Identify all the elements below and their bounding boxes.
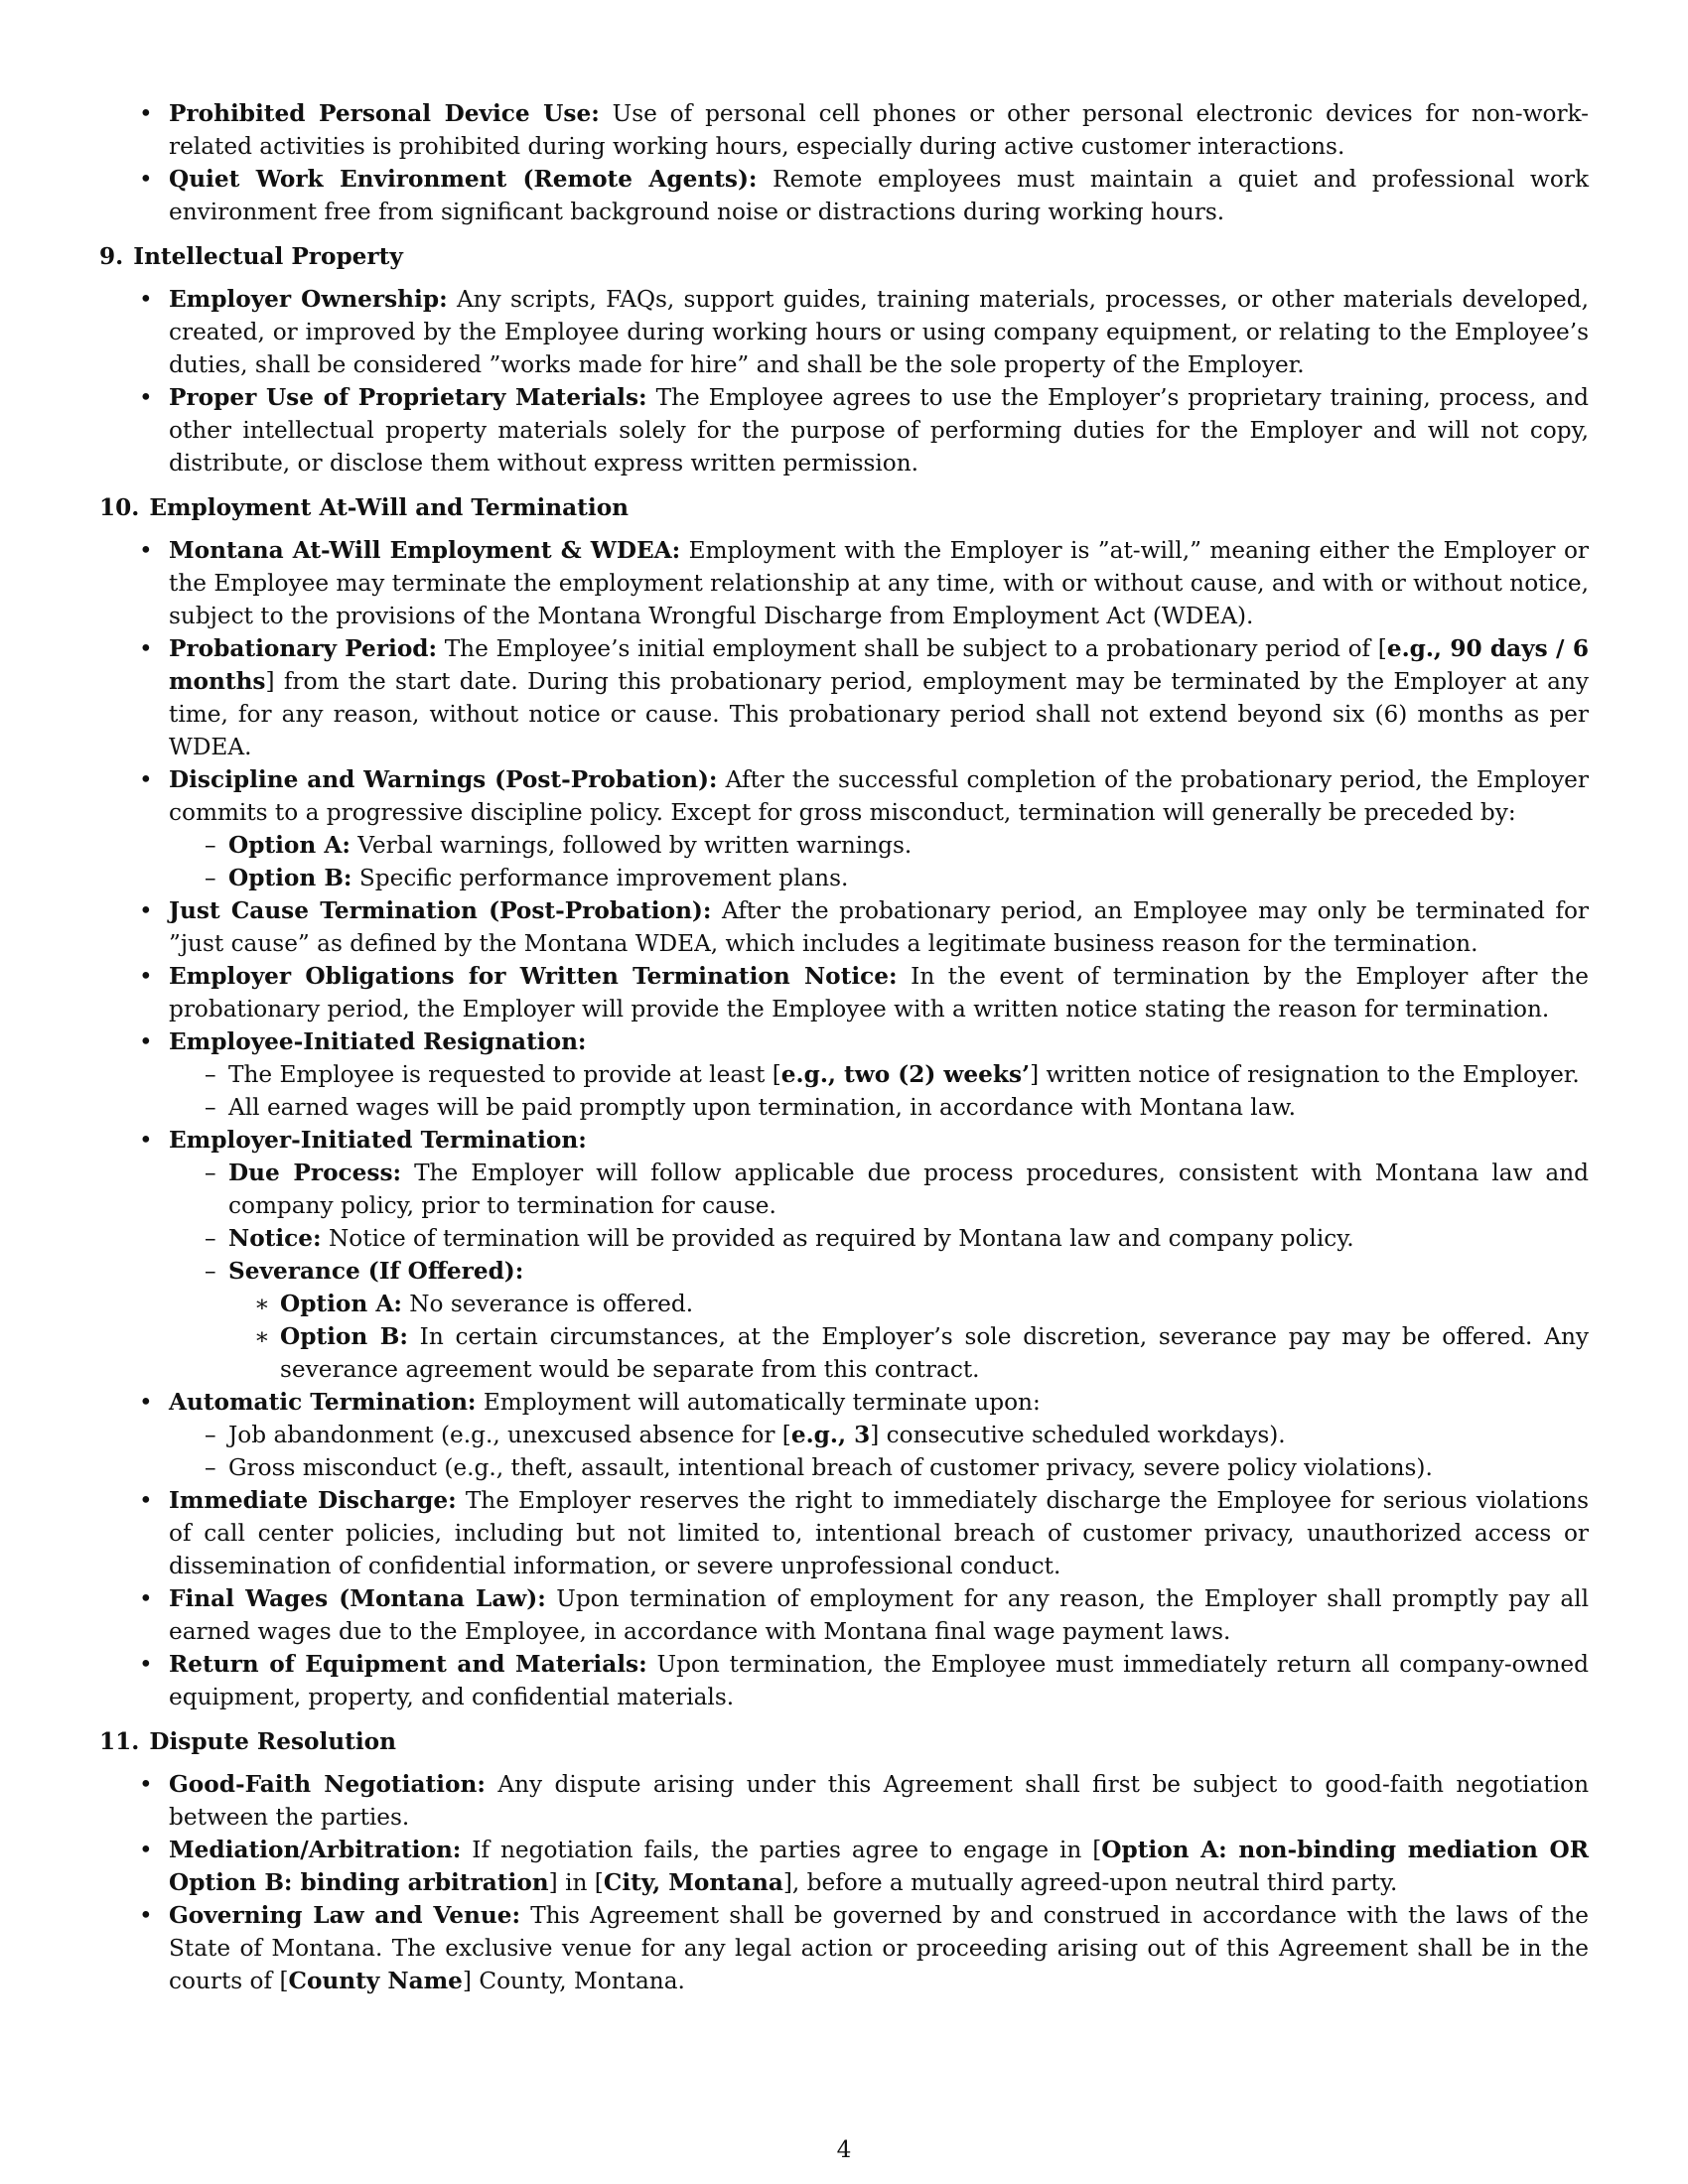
sub-list <box>169 1419 1589 1484</box>
sub-list-item: – Gross misconduct (e.g., theft, assault, intentional breach of customer privacy, severe policy violations). <box>169 1451 1589 1484</box>
list-item: • Discipline and Warnings (Post-Probation): After the successful completion of the probationary period, the Employer commits to a progressive discipline policy. Except for gross misconduct, termination will generally be preceded by: – Option A: Verbal warnings, followed by written warnings. – Option B: Specific performance improvement plans. <box>99 763 1589 894</box>
placeholder: e.g., two (2) weeks’ <box>780 1061 1031 1088</box>
list-item: • Probationary Period: The Employee’s initial employment shall be subject to a probationary period of [e.g., 90 days / 6 months] from the start date. During this probationary period, employment may be terminated by the Employer at any time, for any reason, without notice or cause. This probationary period shall not extend beyond six (6) months as per WDEA. <box>99 632 1589 763</box>
sub-list-item: – Option B: Specific performance improvement plans. <box>169 862 1589 894</box>
list-item: • Montana At-Will Employment & WDEA: Employment with the Employer is ”at-will,” meaning either the Employer or the Employee may terminate the employment relationship at any time, with or without cause, and with or without notice, subject to the provisions of the Montana Wrongful Discharge from Employment Act (WDEA). <box>99 534 1589 632</box>
sub-sub-list <box>228 1288 1589 1386</box>
sub-list-item: – Option A: Verbal warnings, followed by written warnings. <box>169 829 1589 862</box>
section-10-list <box>99 534 1589 1713</box>
list-item: • Mediation/Arbitration: If negotiation fails, the parties agree to engage in [Option A: non-binding mediation OR Option B: binding arbitration] in [City, Montana], before a mutually agreed-upon neutral third party. <box>99 1834 1589 1899</box>
sub-list <box>169 1058 1589 1124</box>
list-item: • Good-Faith Negotiation: Any dispute arising under this Agreement shall first be subject to good-faith negotiation between the parties. <box>99 1768 1589 1834</box>
sub-list-item: – Due Process: The Employer will follow applicable due process procedures, consistent with Montana law and company policy, prior to termination for cause. <box>169 1157 1589 1222</box>
list-item: • Employer Obligations for Written Termination Notice: In the event of termination by the Employer after the probationary period, the Employer will provide the Employee with a written notice stating the reason for termination. <box>99 960 1589 1025</box>
sub-list-item: – Severance (If Offered): ∗ Option A: No severance is offered. ∗ Option B: In certain circumstances, at the Employer’s sole discretion, severance pay may be offered. Any severance agreement would be separate from this contract. <box>169 1255 1589 1386</box>
list-item: • Employer-Initiated Termination: – Due Process: The Employer will follow applicable due process procedures, consistent with Montana law and company policy, prior to termination for cause. – Notice: Notice of termination will be provided as required by Montana law and company policy. – Severance (If Offered): ∗ Option A: No severance is offered. ∗ Option B: In certain circumstances, at the Employer’s sole discretion, severance pay may be offered. Any severance agreement would be separate from this contract. <box>99 1124 1589 1386</box>
list-item: • Prohibited Personal Device Use: Use of personal cell phones or other personal electronic devices for non-work-related activities is prohibited during working hours, especially during active customer interactions. <box>99 97 1589 163</box>
placeholder: Option A: non-binding mediation OR Option B: binding arbitration <box>169 1837 1589 1896</box>
sub-list <box>169 829 1589 894</box>
list-item: • Immediate Discharge: The Employer reserves the right to immediately discharge the Employee for serious violations of call center policies, including but not limited to, intentional breach of customer privacy, unauthorized access or dissemination of confidential information, or severe unprofessional conduct. <box>99 1484 1589 1582</box>
list-item: • Employer Ownership: Any scripts, FAQs, support guides, training materials, processes, or other materials developed, created, or improved by the Employee during working hours or using company equipment, or relating to the Employee’s duties, shall be considered ”works made for hire” and shall be the sole property of the Employer. <box>99 283 1589 381</box>
section-11-list <box>99 1768 1589 1997</box>
placeholder: e.g., 90 days / 6 months <box>169 635 1589 695</box>
list-item: • Just Cause Termination (Post-Probation): After the probationary period, an Employee may only be terminated for ”just cause” as defined by the Montana WDEA, which includes a legitimate business reason for the termination. <box>99 894 1589 960</box>
sub-sub-list-item: ∗ Option B: In certain circumstances, at the Employer’s sole discretion, severance pay may be offered. Any severance agreement would be separate from this contract. <box>228 1320 1589 1386</box>
sub-list-item: – The Employee is requested to provide at least [e.g., two (2) weeks’] written notice of resignation to the Employer. <box>169 1058 1589 1091</box>
placeholder: City, Montana <box>603 1869 783 1896</box>
document-page <box>99 97 1589 1997</box>
section-9-list <box>99 283 1589 479</box>
placeholder: County Name <box>288 1968 463 1994</box>
section-heading-11: 11. Dispute Resolution <box>99 1728 396 1755</box>
section-heading-10: 10. Employment At-Will and Termination <box>99 494 630 521</box>
conduct-list <box>99 97 1589 228</box>
section-heading-9: 9. Intellectual Property <box>99 243 403 270</box>
list-item: • Quiet Work Environment (Remote Agents): Remote employees must maintain a quiet and professional work environment free from significant background noise or distractions during working hours. <box>99 163 1589 228</box>
sub-list-item: – All earned wages will be paid promptly upon termination, in accordance with Montana law. <box>169 1091 1589 1124</box>
list-item: • Governing Law and Venue: This Agreement shall be governed by and construed in accordance with the laws of the State of Montana. The exclusive venue for any legal action or proceeding arising out of this Agreement shall be in the courts of [County Name] County, Montana. <box>99 1899 1589 1997</box>
list-item: • Proper Use of Proprietary Materials: The Employee agrees to use the Employer’s proprietary training, process, and other intellectual property materials solely for the purpose of performing duties for the Employer and will not copy, distribute, or disclose them without express written permission. <box>99 381 1589 479</box>
sub-list <box>169 1157 1589 1386</box>
placeholder: e.g., 3 <box>790 1422 871 1448</box>
sub-sub-list-item: ∗ Option A: No severance is offered. <box>228 1288 1589 1320</box>
list-item: • Automatic Termination: Employment will automatically terminate upon: – Job abandonment (e.g., unexcused absence for [e.g., 3] consecutive scheduled workdays). – Gross misconduct (e.g., theft, assault, intentional breach of customer privacy, severe policy violations). <box>99 1386 1589 1484</box>
list-item: • Final Wages (Montana Law): Upon termination of employment for any reason, the Employer shall promptly pay all earned wages due to the Employee, in accordance with Montana final wage payment laws. <box>99 1582 1589 1648</box>
sub-list-item: – Notice: Notice of termination will be provided as required by Montana law and company policy. <box>169 1222 1589 1255</box>
sub-list-item: – Job abandonment (e.g., unexcused absence for [e.g., 3] consecutive scheduled workdays). <box>169 1419 1589 1451</box>
list-item: • Employee-Initiated Resignation: – The Employee is requested to provide at least [e.g., two (2) weeks’] written notice of resignation to the Employer. – All earned wages will be paid promptly upon termination, in accordance with Montana law. <box>99 1025 1589 1124</box>
page-number: 4 <box>836 2136 852 2163</box>
list-item: • Return of Equipment and Materials: Upon termination, the Employee must immediately return all company-owned equipment, property, and confidential materials. <box>99 1648 1589 1713</box>
